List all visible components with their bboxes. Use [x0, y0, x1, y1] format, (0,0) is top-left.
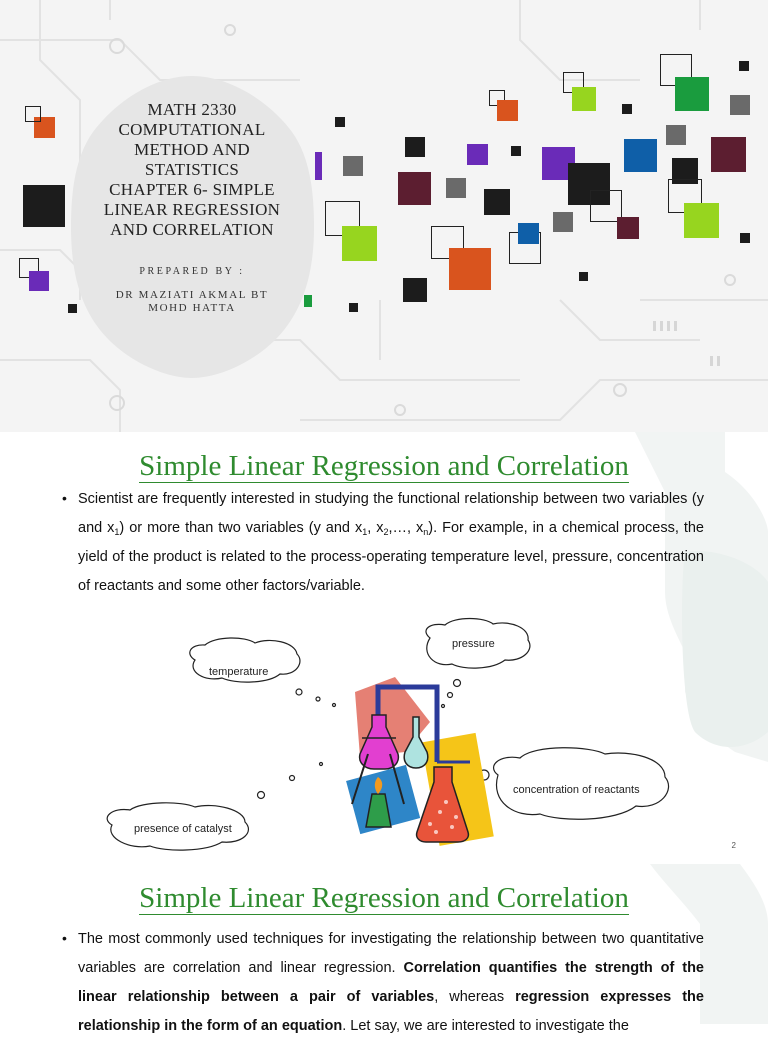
slide-heading-text: Simple Linear Regression and Correlation: [139, 882, 629, 914]
para-text: ). For example, in a chemical process, the yield of the product is related to the process-operating temperature level, pressure, concentration of reactants and some other factors/variable.: [78, 520, 704, 594]
deco-square: [666, 125, 686, 145]
title-line: STATISTICS: [144, 160, 240, 179]
deco-square: [622, 104, 632, 114]
deco-square: [343, 156, 363, 176]
para-text: , x: [367, 520, 384, 536]
deco-square: [449, 248, 491, 290]
deco-square: [403, 278, 427, 302]
deco-square: [684, 203, 719, 238]
body-paragraph: [78, 925, 704, 1041]
deco-square: [405, 137, 425, 157]
deco-square: [467, 144, 488, 165]
deco-square: [398, 172, 431, 205]
bullet-icon: •: [62, 490, 67, 506]
deco-square: [518, 223, 539, 244]
deco-square: [711, 137, 746, 172]
para-text: ) or more than two variables (y and x: [119, 520, 363, 536]
cloud-label-pressure: pressure: [452, 638, 495, 650]
para-bold-text: Correlation quantifies the strength of the linear relationship between a pair of variables: [78, 960, 704, 1005]
deco-square: [342, 226, 377, 261]
cloud-label-concentration: concentration of reactants: [513, 784, 640, 796]
deco-square-outline: [25, 106, 41, 122]
page-number: 2: [731, 841, 736, 850]
cloud-label-catalyst: presence of catalyst: [134, 823, 232, 835]
slide-heading-text: Simple Linear Regression and Correlation: [139, 450, 629, 482]
subscript: 1: [114, 527, 120, 537]
deco-square: [23, 185, 65, 227]
subscript: 1: [362, 527, 368, 537]
bullet-icon: •: [62, 930, 67, 946]
deco-square: [579, 272, 588, 281]
subscript: n: [423, 527, 429, 537]
deco-square: [497, 100, 518, 121]
deco-square: [624, 139, 657, 172]
title-line: COMPUTATIONAL: [118, 120, 266, 139]
slide-heading: [0, 882, 768, 915]
deco-square: [617, 217, 639, 239]
subscript: 2: [383, 527, 389, 537]
author-line: MOHD HATTA: [148, 302, 236, 314]
deco-square: [315, 152, 322, 180]
title-line: CHAPTER 6- SIMPLE: [109, 180, 275, 199]
para-bold-text: regression expresses the relationship in the form of an equation: [78, 989, 704, 1034]
title-line: AND CORRELATION: [110, 220, 274, 239]
deco-square: [740, 233, 750, 243]
para-text: . Let say, we are interested to investigate the: [342, 1018, 629, 1034]
author-line: DR MAZIATI AKMAL BT: [115, 289, 269, 301]
para-text: The most commonly used techniques for investigating the relationship between two quantitative variables are correlation and linear regression.: [78, 931, 704, 976]
deco-square: [730, 95, 750, 115]
prepared-by-label: PREPARED BY :: [139, 266, 245, 277]
para-text: Scientist are frequently interested in studying the functional relationship between two variables (y and x: [78, 491, 704, 536]
title-line: MATH 2330: [147, 100, 237, 119]
deco-square: [335, 117, 345, 127]
deco-square: [29, 271, 49, 291]
content-slide-2: [0, 432, 768, 864]
deco-square: [675, 77, 709, 111]
deco-square: [553, 212, 573, 232]
deco-square: [446, 178, 466, 198]
para-text: ,…, x: [388, 520, 424, 536]
deco-square: [349, 303, 358, 312]
author-name: [96, 289, 288, 315]
slide-title: [96, 100, 288, 240]
deco-square: [572, 87, 596, 111]
deco-square: [511, 146, 521, 156]
content-slide-3: [0, 864, 768, 1034]
chemistry-illustration: [0, 432, 768, 864]
deco-square: [739, 61, 749, 71]
title-line: LINEAR REGRESSION: [103, 200, 281, 219]
title-slide: [0, 0, 768, 432]
cloud-label-temperature: temperature: [209, 666, 269, 678]
deco-square: [484, 189, 510, 215]
para-text: , whereas: [434, 989, 516, 1005]
title-line: METHOD AND: [134, 140, 250, 159]
